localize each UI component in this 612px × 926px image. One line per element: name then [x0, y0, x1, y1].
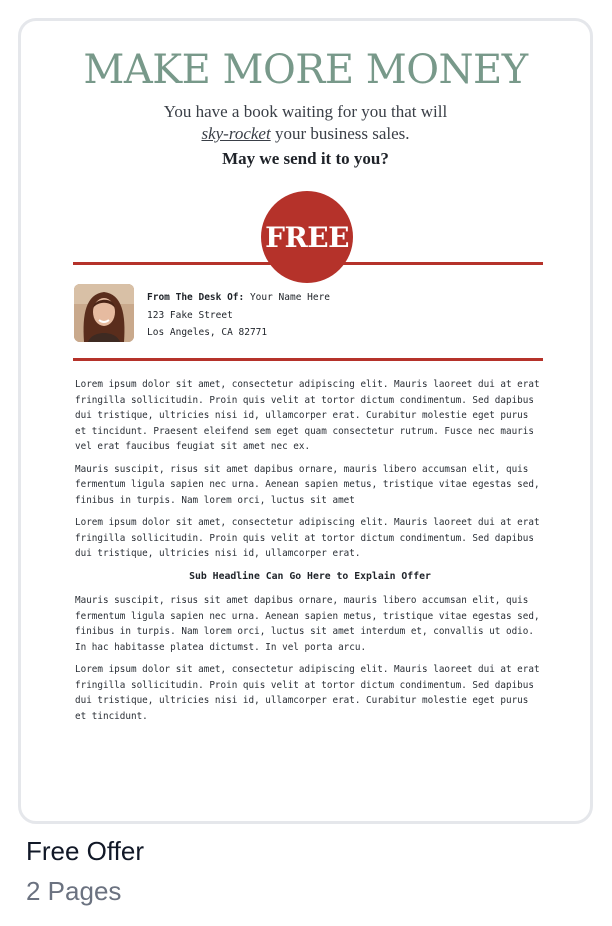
- document-headline: MAKE MORE MONEY: [83, 47, 528, 93]
- body-paragraph-2: Mauris suscipit, risus sit amet dapibus ornare, mauris libero accumsan elit, quis fermentum ligula sapien nec urna. Aenean sapien metus, tristique vitae egestas sed, finibus in turpis. Nam lorem orci, luctus sit amet: [75, 463, 540, 506]
- from-label: From The Desk Of:: [147, 292, 245, 303]
- document-subline: [21, 101, 590, 145]
- body-paragraph-5: Lorem ipsum dolor sit amet, consectetur adipiscing elit. Mauris laoreet dui at erat fringilla sollicitudin. Proin quis velit at tortor dictum condimentum. Sed dapibus dui tristique, ultricies nisi id, ullamcorper erat. Curabitur molestie eget purus et tincidunt.: [75, 664, 540, 722]
- body-paragraph-4: Mauris suscipit, risus sit amet dapibus ornare, mauris libero accumsan elit, quis fermentum ligula sapien nec urna. Aenean sapien metus, tristique vitae egestas sed, finibus in turpis. Nam lorem orci, luctus sit amet interdum et, convallis ut odio. In hac habitasse platea dictumst. In vel porta arcu.: [75, 595, 540, 653]
- page-count: 2 Pages: [26, 876, 122, 906]
- sender-line: [147, 289, 330, 307]
- body-paragraph-3: Lorem ipsum dolor sit amet, consectetur adipiscing elit. Mauris laoreet dui at erat fringilla sollicitudin. Proin quis velit at tortor dictum condimentum. Sed dapibus dui tristique, ultricies nisi id, ullamcorper erat.: [75, 517, 540, 559]
- template-preview-card[interactable]: [18, 18, 593, 824]
- document-question: May we send it to you?: [222, 149, 389, 168]
- card-title[interactable]: Free Offer: [26, 836, 145, 866]
- subline-rest: your business sales.: [270, 124, 410, 143]
- subline-first: You have a book waiting for you that will: [163, 102, 448, 121]
- body-subheadline: Sub Headline Can Go Here to Explain Offer: [189, 570, 431, 582]
- body-paragraph-1: Lorem ipsum dolor sit amet, consectetur adipiscing elit. Mauris laoreet dui at erat fringilla sollicitudin. Proin quis velit at tortor dictum condimentum. Sed dapibus dui tristique, ultricies nisi id, ullamcorper erat. Curabitur molestie eget purus et tincidunt. Praesent eleifend sem eget quam consectetur rutrum. Fusce nec mauris vel erat faucibus feugiat sit amet nec ex.: [75, 379, 540, 452]
- free-badge-label: FREE: [265, 220, 349, 254]
- address-street: 123 Fake Street: [147, 309, 233, 321]
- address-city: Los Angeles, CA 82771: [147, 327, 268, 338]
- author-photo: [74, 284, 134, 342]
- subline-emphasis: sky-rocket: [201, 124, 271, 143]
- subline-second: [21, 123, 590, 145]
- from-name: Your Name Here: [244, 292, 331, 303]
- divider-bottom: [73, 358, 543, 361]
- free-badge: [261, 191, 353, 283]
- sender-block: [147, 289, 330, 342]
- document-body: [75, 377, 545, 731]
